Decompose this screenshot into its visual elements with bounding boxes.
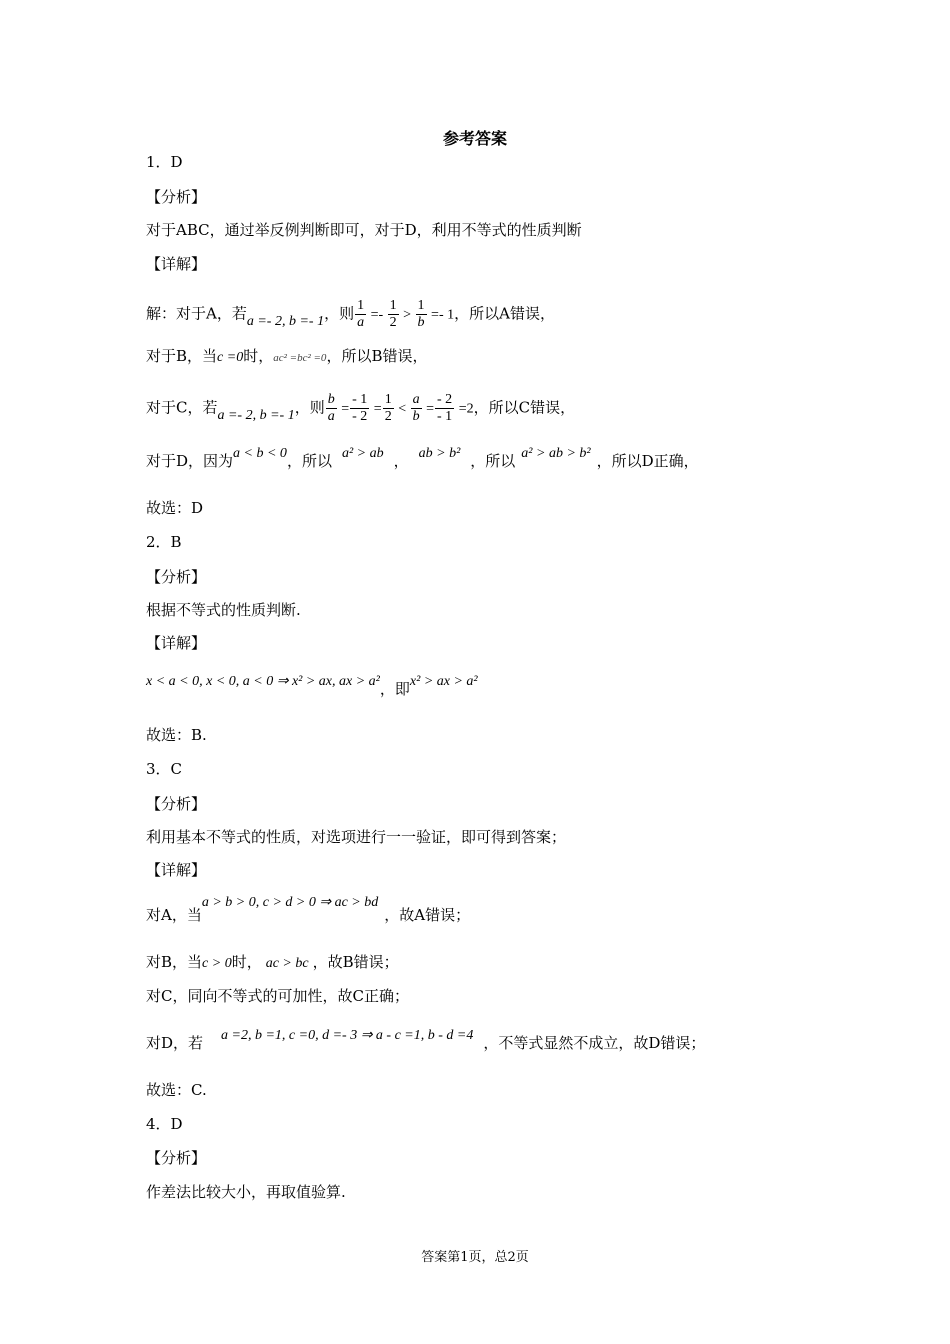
q1-analysis: 对于ABC，通过举反例判断即可，对于D，利用不等式的性质判断 [146, 221, 582, 239]
q3-line-b: 对B，当c > 0时， ac > bc ，故B错误； [146, 953, 399, 971]
q2-detail-tag: 【详解】 [146, 634, 207, 652]
page-footer: 答案第1页，总2页 [421, 1250, 529, 1265]
q3-detail-tag: 【详解】 [146, 861, 207, 879]
fraction-m1-over-m2: $\frac{- 1}{- 2}$ [352, 392, 368, 424]
q2-analysis-tag: 【分析】 [146, 568, 207, 586]
q1-analysis-tag: 【分析】 [146, 188, 207, 206]
q1-choice: 故选：D [146, 499, 204, 517]
q3-line-a: 对A，当a > b > 0, c > d > 0 ⇒ ac > bd，故A错误； [146, 895, 471, 924]
q1-line-d: 对于D，因为a < b < 0，所以 a² > ab ， ab > b² ，所以 a² > ab > b² ，所以D正确， [146, 446, 699, 470]
q1-line-c: 对于C，若a =- 2, b =- 1，则 $\frac{b}{a}$ = $\frac{- 1}{- 2}$ = $\frac{1}{2}$ < $\frac{a}{b}$ = $\frac{- 2}{- 1}$ =2，所以C错误， [146, 392, 576, 424]
fraction-1-over-a: $\frac{1}{a}$ [357, 298, 365, 330]
q3-choice: 故选：C. [146, 1081, 207, 1099]
q2-analysis: 根据不等式的性质判断. [146, 601, 301, 619]
fraction-b-over-a: $\frac{b}{a}$ [327, 392, 335, 424]
fraction-a-over-b: $\frac{a}{b}$ [412, 392, 420, 424]
q3-analysis: 利用基本不等式的性质，对选项进行一一验证，即可得到答案； [146, 828, 567, 846]
q2-detail-line: x < a < 0, x < 0, a < 0 ⇒ x² > ax, ax > a²，即x² > ax > a² [146, 674, 478, 698]
q3-line-c: 对C，同向不等式的可加性，故C正确； [146, 987, 409, 1005]
q1-line-b: 对于B，当c =0时，ac² =bc² =0，所以B错误， [146, 347, 428, 365]
q2-number: 2．B [146, 533, 182, 551]
fraction-1-over-2: $\frac{1}{2}$ [389, 298, 397, 330]
q3-analysis-tag: 【分析】 [146, 795, 207, 813]
q3-line-d: 对D，若 a =2, b =1, c =0, d =- 3 ⇒ a - c =1, b - d =4 ，不等式显然不成立，故D错误； [146, 1028, 706, 1052]
q4-number: 4．D [146, 1115, 183, 1133]
q3-number: 3．C [146, 760, 183, 778]
q4-analysis: 作差法比较大小，再取值验算. [146, 1183, 346, 1201]
q1-detail-tag: 【详解】 [146, 255, 207, 273]
q1-line-a: 解：对于A，若a =- 2, b =- 1，则 $\frac{1}{a}$ =- $\frac{1}{2}$ > $\frac{1}{b}$ =- 1，所以A错误， [146, 298, 555, 330]
q1-number: 1．D [146, 153, 183, 171]
q4-analysis-tag: 【分析】 [146, 1149, 207, 1167]
page-title: 参考答案 [442, 129, 507, 148]
fraction-1-over-2b: $\frac{1}{2}$ [384, 392, 392, 424]
q2-choice: 故选：B. [146, 726, 207, 744]
fraction-1-over-b: $\frac{1}{b}$ [417, 298, 425, 330]
fraction-m2-over-m1: $\frac{- 2}{- 1}$ [437, 392, 453, 424]
